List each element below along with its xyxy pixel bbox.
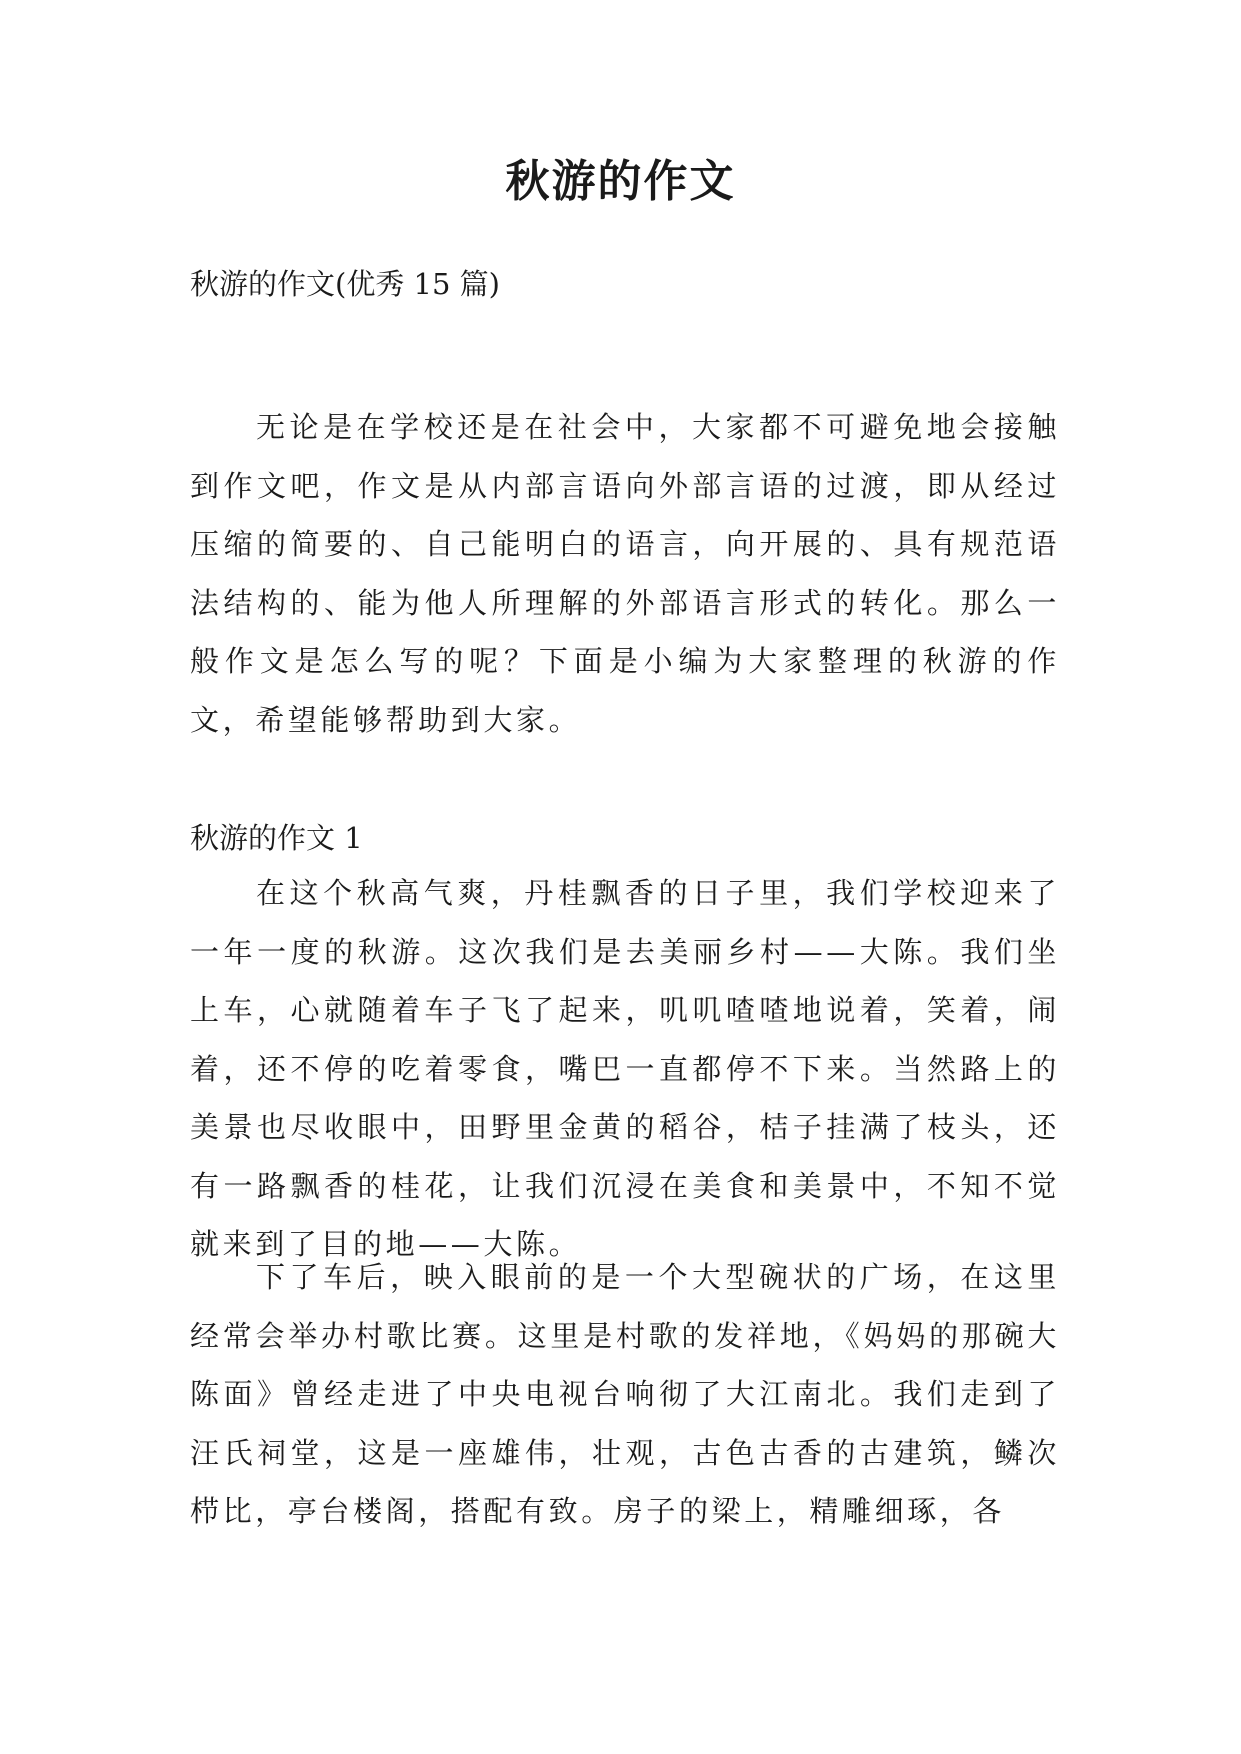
intro-paragraph: 无论是在学校还是在社会中，大家都不可避免地会接触到作文吧，作文是从内部言语向外部言语的过渡，即从经过压缩的简要的、自己能明白的语言，向开展的、具有规范语法结构的、能为他人所理解的外部语言形式的转化。那么一般作文是怎么写的呢？下面是小编为大家整理的秋游的作文，希望能够帮助到大家。	[190, 410, 1060, 737]
document-title: 秋游的作文	[505, 156, 736, 207]
body-paragraph-2: 下了车后，映入眼前的是一个大型碗状的广场，在这里经常会举办村歌比赛。这里是村歌的发祥地，《妈妈的那碗大陈面》曾经走进了中央电视台响彻了大江南北。我们走到了汪氏祠堂，这是一座雄伟，壮观，古色古香的古建筑，鳞次栉比，亭台楼阁，搭配有致。房子的梁上，精雕细琢，各	[190, 1260, 1060, 1528]
section-heading: 秋游的作文 1	[190, 821, 363, 855]
body-paragraph-1: 在这个秋高气爽，丹桂飘香的日子里，我们学校迎来了一年一度的秋游。这次我们是去美丽乡村——大陈。我们坐上车，心就随着车子飞了起来，叽叽喳喳地说着，笑着，闹着，还不停的吃着零食，嘴巴一直都停不下来。当然路上的美景也尽收眼中，田野里金黄的稻谷，桔子挂满了枝头，还有一路飘香的桂花，让我们沉浸在美食和美景中，不知不觉就来到了目的地——大陈。	[190, 876, 1060, 1261]
document-subtitle: 秋游的作文(优秀 15 篇)	[190, 267, 500, 301]
